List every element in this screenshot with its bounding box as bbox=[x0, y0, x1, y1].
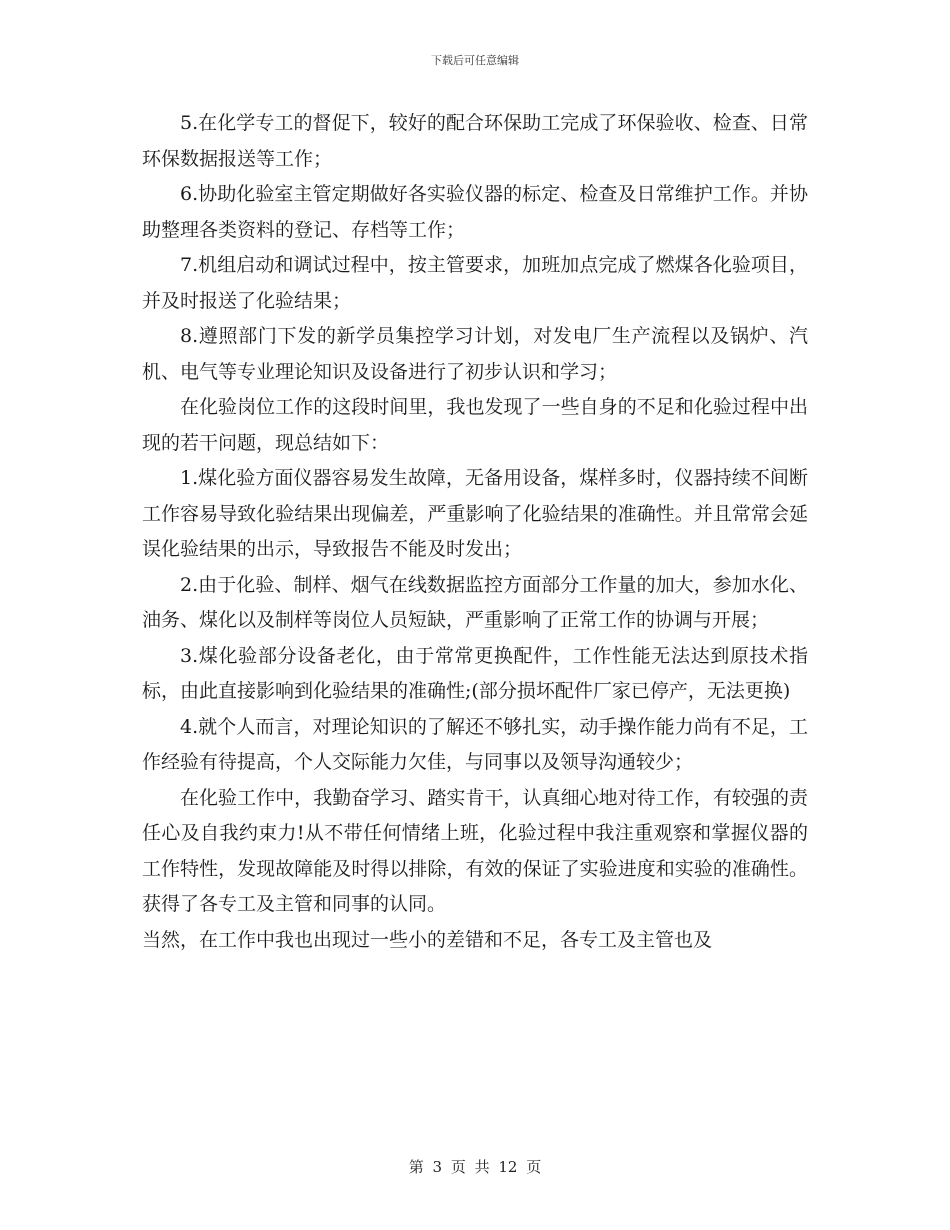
paragraph-item-8: 8.遵照部门下发的新学员集控学习计划，对发电厂生产流程以及锅炉、汽机、电气等专业理论知识及设备进行了初步认识和学习； bbox=[142, 325, 808, 383]
page-number: 第 3 页 共 12 页 bbox=[408, 1158, 542, 1176]
page-header-note: 下载后可任意编辑 bbox=[431, 54, 519, 67]
paragraph-problems-intro: 在化验岗位工作的这段时间里，我也发现了一些自身的不足和化验过程中出现的若干问题，现总结如下： bbox=[142, 396, 808, 454]
paragraph-continued: 当然，在工作中我也出现过一些小的差错和不足，各专工及主管也及 bbox=[142, 928, 713, 951]
document-body bbox=[142, 106, 808, 958]
paragraph-work-summary: 在化验工作中，我勤奋学习、踏实肯干，认真细心地对待工作，有较强的责任心及自我约束力!从不带任何情绪上班，化验过程中我注重观察和掌握仪器的工作特性，发现故障能及时得以排除，有效的保证了实验进度和实验的准确性。获得了各专工及主管和同事的认同。 bbox=[142, 786, 808, 915]
paragraph-problem-1: 1.煤化验方面仪器容易发生故障，无备用设备，煤样多时，仪器持续不间断工作容易导致化验结果出现偏差，严重影响了化验结果的准确性。并且常常会延误化验结果的出示，导致报告不能及时发出； bbox=[142, 467, 808, 560]
paragraph-problem-2: 2.由于化验、制样、烟气在线数据监控方面部分工作量的加大，参加水化、油务、煤化以及制样等岗位人员短缺，严重影响了正常工作的协调与开展； bbox=[142, 573, 808, 631]
paragraph-item-6: 6.协助化验室主管定期做好各实验仪器的标定、检查及日常维护工作。并协助整理各类资料的登记、存档等工作； bbox=[142, 183, 808, 241]
paragraph-item-5: 5.在化学专工的督促下，较好的配合环保助工完成了环保验收、检查、日常环保数据报送等工作； bbox=[142, 112, 808, 170]
paragraph-problem-4: 4.就个人而言，对理论知识的了解还不够扎实，动手操作能力尚有不足，工作经验有待提高，个人交际能力欠佳，与同事以及领导沟通较少； bbox=[142, 715, 808, 773]
paragraph-item-7: 7.机组启动和调试过程中，按主管要求，加班加点完成了燃煤各化验项目，并及时报送了化验结果； bbox=[142, 254, 808, 312]
paragraph-problem-3: 3.煤化验部分设备老化，由于常常更换配件，工作性能无法达到原技术指标，由此直接影响到化验结果的准确性;(部分损坏配件厂家已停产，无法更换) bbox=[142, 644, 808, 702]
